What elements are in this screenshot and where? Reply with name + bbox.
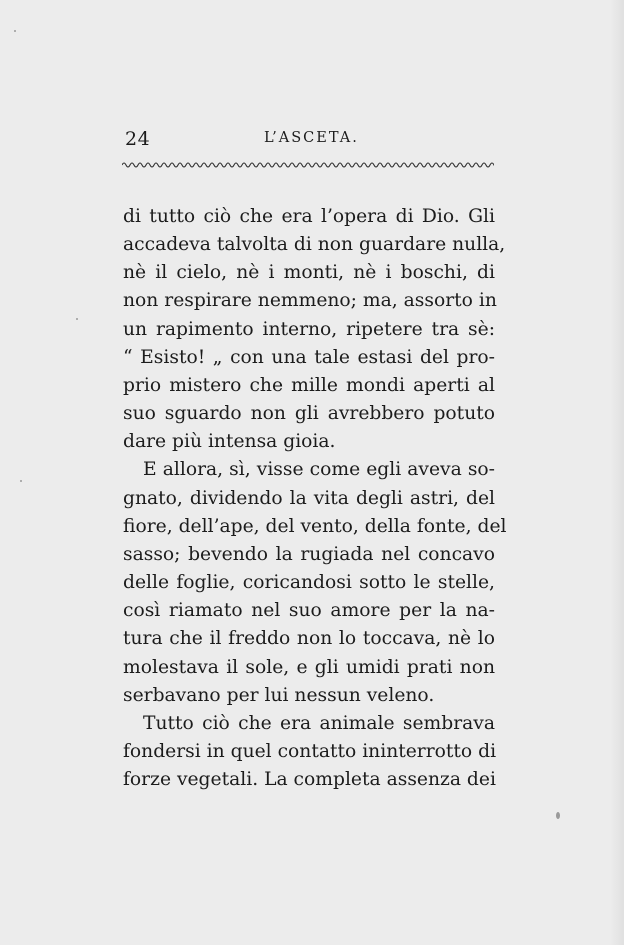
text-line: Tutto ciò che era animale sembrava bbox=[143, 712, 495, 734]
text-line: tura che il freddo non lo toccava, nè lo bbox=[123, 628, 495, 650]
page-number: 24 bbox=[125, 128, 151, 150]
text-line: nè il cielo, nè i monti, nè i boschi, di bbox=[123, 262, 495, 284]
text-line: non respirare nemmeno; ma, assorto in bbox=[123, 290, 497, 312]
text-line: fiore, dell’ape, del vento, della fonte, del bbox=[123, 515, 507, 537]
text-line: serbavano per lui nessun veleno. bbox=[123, 684, 435, 706]
body-text bbox=[123, 203, 507, 794]
text-line: di tutto ciò che era l’opera di Dio. Gli bbox=[123, 206, 495, 227]
page-edge-shadow bbox=[610, 0, 624, 945]
paper-speck bbox=[20, 480, 22, 482]
paper-speck bbox=[76, 318, 78, 320]
text-line: sasso; bevendo la rugiada nel concavo bbox=[123, 543, 495, 565]
text-line: prio mistero che mille mondi aperti al bbox=[123, 374, 495, 396]
text-line: un rapimento interno, ripetere tra sè: bbox=[123, 318, 495, 340]
text-line: forze vegetali. La completa assenza dei bbox=[123, 769, 496, 791]
text-line: fondersi in quel contatto ininterrotto di bbox=[123, 740, 497, 762]
text-line: gnato, dividendo la vita degli astri, del bbox=[123, 487, 495, 509]
paper-speck bbox=[556, 812, 560, 819]
text-line: dare più intensa gioia. bbox=[123, 431, 336, 453]
running-title: L’ASCETA. bbox=[264, 130, 359, 146]
text-line: così riamato nel suo amore per la na- bbox=[123, 600, 495, 622]
paper-speck bbox=[14, 30, 16, 32]
text-line: suo sguardo non gli avrebbero potuto bbox=[123, 403, 495, 425]
text-line: E allora, sì, visse come egli aveva so- bbox=[143, 459, 495, 481]
decorative-rule bbox=[122, 160, 494, 172]
text-line: “ Esisto! „ con una tale estasi del pro- bbox=[123, 346, 495, 368]
text-line: delle foglie, coricandosi sotto le stelle, bbox=[123, 572, 495, 594]
text-line: accadeva talvolta di non guardare nulla, bbox=[123, 234, 506, 256]
text-line: molestava il sole, e gli umidi prati non bbox=[123, 656, 495, 678]
